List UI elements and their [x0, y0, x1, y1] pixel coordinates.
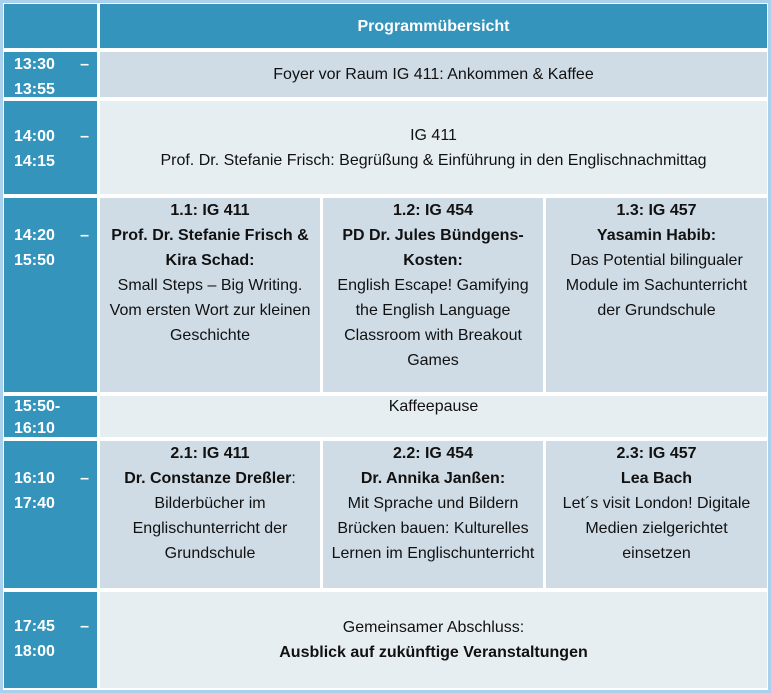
session-speaker: Dr. Constanze Dreßler — [124, 470, 292, 487]
time-dash: – — [80, 470, 89, 487]
session-cell — [323, 441, 543, 588]
session-speaker: Yasamin Habib: — [596, 227, 717, 244]
session-title: the English Language — [355, 302, 511, 319]
time-cell — [4, 52, 97, 97]
time-start: 16:10 — [14, 470, 55, 487]
time-end: 15:50 — [14, 252, 55, 269]
time-dash: – — [80, 56, 89, 73]
session-title: Small Steps – Big Writing. — [117, 277, 303, 294]
time-cell — [4, 396, 97, 437]
session-title: Medien zielgerichtet — [585, 520, 728, 537]
closing-text: Ausblick auf zukünftige Veranstaltungen — [279, 644, 588, 661]
session-cell — [546, 441, 767, 588]
session-title: Vom ersten Wort zur kleinen — [109, 302, 311, 319]
welcome-text: Prof. Dr. Stefanie Frisch: Begrüßung & Einführung in den Englischnachmittag — [160, 151, 707, 169]
time-start: 17:45 — [14, 618, 55, 635]
session-title: Bilderbücher im — [154, 495, 266, 512]
speaker-suffix: : — [291, 470, 296, 487]
coffee-break-cell — [100, 396, 767, 437]
session-id: 1.2: IG 454 — [392, 202, 474, 219]
time-dash: – — [80, 128, 89, 145]
time-start: 13:30 — [14, 56, 55, 73]
session-title: Games — [407, 352, 459, 369]
session-speaker: Dr. Annika Janßen: — [360, 470, 506, 487]
time-cell — [4, 592, 97, 688]
time-cell — [4, 101, 97, 194]
session-cell — [546, 198, 767, 392]
time-start: 14:00 — [14, 128, 55, 145]
session-title: Grundschule — [164, 545, 256, 562]
coffee-break-text: Kaffeepause — [388, 398, 479, 415]
session-id: 1.1: IG 411 — [170, 202, 250, 219]
time-end: 14:15 — [14, 153, 55, 170]
session-title: einsetzen — [622, 545, 691, 562]
time-dash: – — [80, 227, 89, 244]
welcome-cell — [100, 101, 767, 194]
session-id: 1.3: IG 457 — [616, 202, 697, 219]
session-title: Classroom with Breakout — [344, 327, 522, 344]
time-end: 16:10 — [14, 420, 55, 437]
session-title: Mit Sprache und Bildern — [347, 495, 519, 512]
session-speaker: Prof. Dr. Stefanie Frisch & — [111, 227, 309, 244]
session-speaker: Kira Schad: — [165, 252, 255, 269]
closing-label: Gemeinsamer Abschluss: — [342, 619, 525, 636]
session-id: 2.3: IG 457 — [616, 445, 697, 462]
time-start: 14:20 — [14, 227, 55, 244]
session-cell — [100, 441, 320, 588]
session-title: Lernen im Englischunterricht — [331, 545, 535, 562]
session-title: Let´s visit London! Digitale — [562, 495, 751, 512]
session-title: der Grundschule — [597, 302, 716, 319]
session-title: Brücken bauen: Kulturelles — [337, 520, 529, 537]
header-corner — [4, 4, 97, 48]
closing-cell — [100, 592, 767, 688]
session-id: 2.2: IG 454 — [392, 445, 474, 462]
table-title — [100, 4, 767, 48]
session-title: Geschichte — [169, 327, 251, 344]
session-title: English Escape! Gamifying — [337, 277, 529, 294]
table-title-text: Programmübersicht — [357, 17, 510, 35]
time-end: 18:00 — [14, 643, 55, 660]
session-title: Das Potential bilingualer — [570, 252, 743, 269]
session-id: 2.1: IG 411 — [170, 445, 250, 462]
time-cell — [4, 441, 97, 588]
arrival-cell — [100, 52, 767, 97]
session-speaker: Kosten: — [403, 252, 463, 269]
time-end: 17:40 — [14, 495, 55, 512]
session-speaker: Lea Bach — [620, 470, 693, 487]
session-title: Module im Sachunterricht — [565, 277, 748, 294]
time-dash: – — [80, 618, 89, 635]
session-speaker: PD Dr. Jules Bündgens- — [342, 227, 524, 244]
welcome-room: IG 411 — [410, 126, 457, 144]
time-start: 15:50- — [14, 398, 61, 415]
time-end: 13:55 — [14, 81, 55, 98]
arrival-text: Foyer vor Raum IG 411: Ankommen & Kaffee — [273, 66, 594, 83]
session-cell — [100, 198, 320, 392]
session-cell — [323, 198, 543, 392]
session-title: Englischunterricht der — [132, 520, 288, 537]
time-cell — [4, 198, 97, 392]
